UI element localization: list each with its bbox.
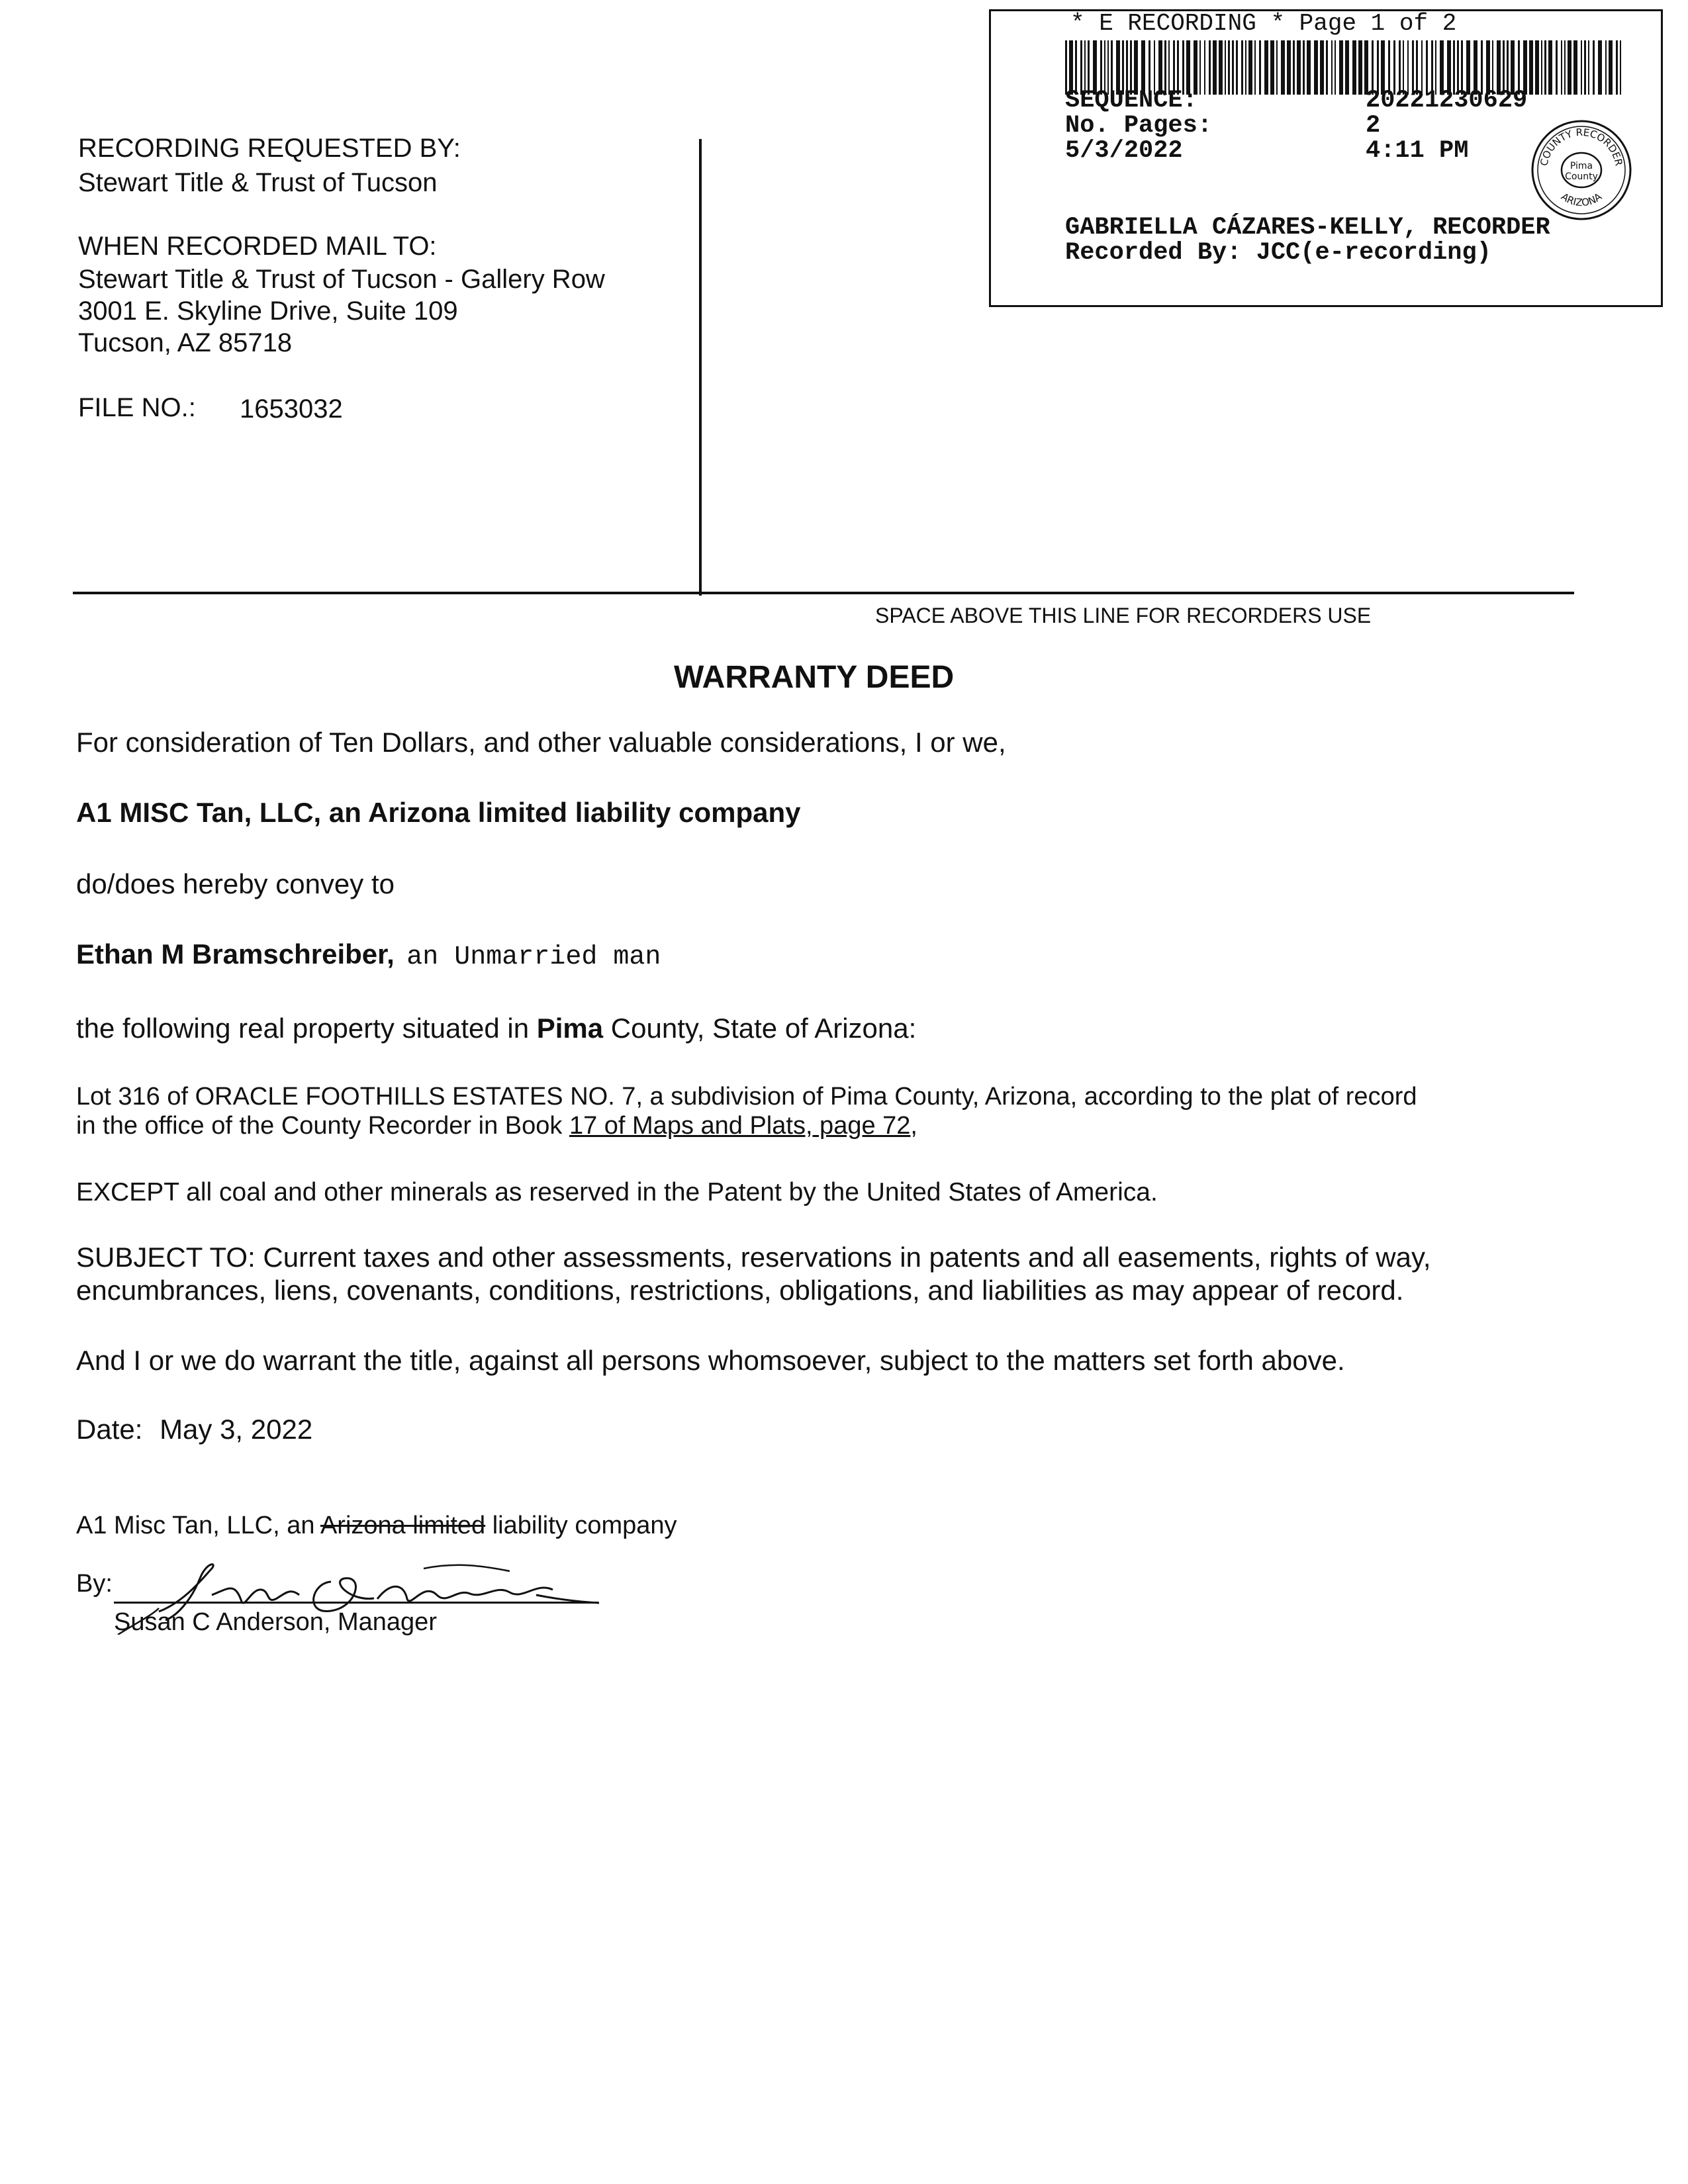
- pages-label: No. Pages:: [1065, 112, 1213, 140]
- barcode-bar: [1573, 40, 1577, 95]
- property-pre: the following real property situated in: [76, 1013, 537, 1044]
- deed-title: WARRANTY DEED: [674, 660, 955, 695]
- barcode-bar: [1331, 40, 1333, 95]
- grantee-status: an Unmarried man: [406, 942, 661, 972]
- date-value: May 3, 2022: [160, 1414, 313, 1445]
- barcode-bar: [1307, 40, 1311, 95]
- barcode-bar: [1225, 40, 1226, 95]
- seal-center-text-1: Pima: [1570, 161, 1593, 171]
- grantee-line: [76, 938, 661, 972]
- barcode-bar: [1609, 40, 1613, 95]
- barcode-bar: [1335, 40, 1336, 95]
- barcode-bar: [1297, 40, 1301, 95]
- barcode-bar: [1264, 40, 1268, 95]
- warrant-clause: And I or we do warrant the title, against all persons whomsoever, subject to the matters set forth above.: [76, 1345, 1345, 1376]
- barcode-bar: [1303, 40, 1305, 95]
- barcode-bar: [1236, 40, 1238, 95]
- mail-to-line3: Tucson, AZ 85718: [78, 328, 293, 357]
- barcode-bar: [1541, 40, 1542, 95]
- barcode-bar: [1293, 40, 1295, 95]
- company-post: liability company: [485, 1512, 677, 1539]
- barcode-bar: [1254, 40, 1256, 95]
- barcode-bar: [1568, 40, 1571, 95]
- legal-description-line1: Lot 316 of ORACLE FOOTHILLS ESTATES NO. 7, a subdivision of Pima County, Arizona, according to the plat of record: [76, 1083, 1417, 1111]
- barcode-bar: [1556, 40, 1558, 95]
- company-struck: Arizona limited: [320, 1512, 486, 1539]
- barcode-bar: [1548, 40, 1552, 95]
- barcode-bar: [1245, 40, 1246, 95]
- barcode-bar: [1241, 40, 1243, 95]
- recording-time: 4:11 PM: [1366, 137, 1469, 165]
- plat-reference: 17 of Maps and Plats, page 72: [569, 1112, 911, 1140]
- recorded-by: Recorded By: JCC(e-recording): [1065, 239, 1491, 267]
- property-line: [76, 1013, 916, 1044]
- signer-name: Susan C Anderson, Manager: [114, 1608, 437, 1636]
- seal-bottom-text: ARIZONA: [1559, 190, 1604, 209]
- mail-to-line1: Stewart Title & Trust of Tucson - Gallery Row: [78, 265, 605, 294]
- consideration-text: For consideration of Ten Dollars, and other valuable considerations, I or we,: [76, 727, 1006, 758]
- requested-by-value: Stewart Title & Trust of Tucson: [78, 168, 438, 197]
- barcode-bar: [1544, 40, 1546, 95]
- barcode-bar: [1593, 40, 1595, 95]
- sequence-value: 20221230629: [1366, 87, 1528, 114]
- barcode-bar: [1616, 40, 1618, 95]
- property-post: County, State of Arizona:: [603, 1013, 917, 1044]
- subject-to-line2: encumbrances, liens, covenants, conditions, restrictions, obligations, and liabilities as may appear of record.: [76, 1275, 1404, 1306]
- barcode-bar: [1248, 40, 1252, 95]
- recording-title: * E RECORDING * Page 1 of 2: [1070, 10, 1457, 37]
- legal-line2-post: ,: [910, 1112, 917, 1140]
- barcode-bar: [1581, 40, 1582, 95]
- seal-top-text: COUNTY RECORDER: [1538, 126, 1625, 167]
- barcode-bar: [1326, 40, 1328, 95]
- barcode-bar: [1605, 40, 1607, 95]
- mail-to-label: WHEN RECORDED MAIL TO:: [78, 232, 437, 261]
- subject-to-line1: SUBJECT TO: Current taxes and other assessments, reservations in patents and all easements, rights of way,: [76, 1242, 1431, 1273]
- barcode-bar: [1561, 40, 1562, 95]
- pages-value: 2: [1366, 112, 1381, 140]
- header-divider-vertical: [699, 139, 702, 596]
- barcode-bar: [1259, 40, 1261, 95]
- mail-to-line2: 3001 E. Skyline Drive, Suite 109: [78, 296, 458, 326]
- barcode-bar: [1339, 40, 1343, 95]
- property-county: Pima: [536, 1013, 604, 1044]
- recording-stamp-box: [989, 9, 1663, 307]
- barcode-bar: [1314, 40, 1318, 95]
- barcode-bar: [1281, 40, 1285, 95]
- barcode-bar: [1228, 40, 1230, 95]
- convey-text: do/does hereby convey to: [76, 868, 395, 899]
- barcode-bar: [1620, 40, 1621, 95]
- sequence-label: SEQUENCE:: [1065, 87, 1197, 114]
- requested-by-label: RECORDING REQUESTED BY:: [78, 134, 461, 163]
- barcode-bar: [1204, 40, 1205, 95]
- barcode-bar: [1270, 40, 1274, 95]
- barcode-bar: [1219, 40, 1223, 95]
- barcode-bar: [1320, 40, 1324, 95]
- recorder-name: GABRIELLA CÁZARES-KELLY, RECORDER: [1065, 214, 1550, 242]
- county-recorder-seal-icon: [1528, 117, 1634, 223]
- signature-company: [76, 1512, 677, 1540]
- legal-description-line2: [76, 1112, 917, 1140]
- company-pre: A1 Misc Tan, LLC, an: [76, 1512, 320, 1539]
- grantee-name: Ethan M Bramschreiber,: [76, 938, 395, 970]
- barcode-bar: [1352, 40, 1356, 95]
- seal-center-text-2: County: [1565, 171, 1598, 182]
- barcode-bar: [1564, 40, 1566, 95]
- space-above-caption: SPACE ABOVE THIS LINE FOR RECORDERS USE: [875, 604, 1372, 627]
- svg-text:ARIZONA: [1559, 191, 1605, 209]
- recording-date: 5/3/2022: [1065, 137, 1183, 165]
- grantor-name: A1 MISC Tan, LLC, an Arizona limited liability company: [76, 797, 801, 828]
- file-no-value: 1653032: [240, 394, 343, 424]
- legal-line2-pre: in the office of the County Recorder in Book: [76, 1112, 569, 1140]
- except-clause: EXCEPT all coal and other minerals as reserved in the Patent by the United States of America.: [76, 1178, 1158, 1206]
- barcode-bar: [1588, 40, 1589, 95]
- barcode-bar: [1598, 40, 1602, 95]
- barcode-bar: [1535, 40, 1539, 95]
- barcode-bar: [1345, 40, 1349, 95]
- barcode-bar: [1276, 40, 1278, 95]
- barcode-bar: [1213, 40, 1217, 95]
- barcode-bar: [1232, 40, 1234, 95]
- by-label: By:: [76, 1570, 113, 1598]
- file-no-label: FILE NO.:: [78, 393, 196, 422]
- barcode-bar: [1199, 40, 1201, 95]
- barcode-bar: [1529, 40, 1533, 95]
- barcode-bar: [1287, 40, 1291, 95]
- barcode-bar: [1584, 40, 1586, 95]
- barcode-bar: [1209, 40, 1211, 95]
- date-label: Date:: [76, 1414, 143, 1445]
- barcode-bar: [1358, 40, 1362, 95]
- recorders-use-line: [73, 592, 1574, 594]
- date-line: [76, 1414, 312, 1445]
